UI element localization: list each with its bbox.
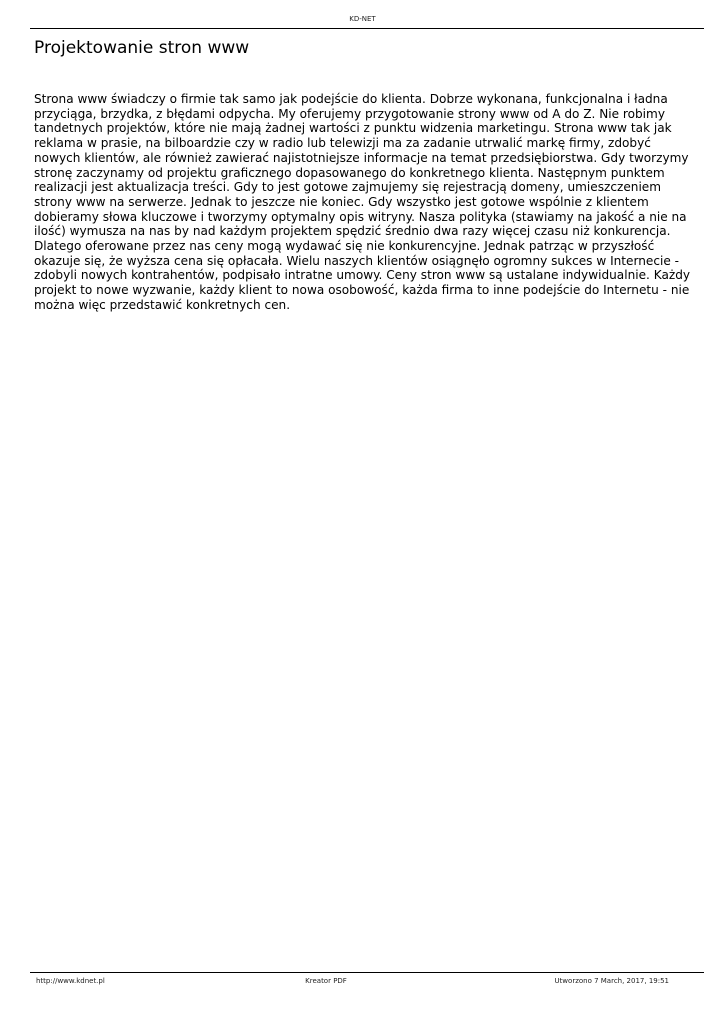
page-title: Projektowanie stron www [34,38,250,58]
footer-url-link[interactable]: http://www.kdnet.pl [36,977,105,985]
header-divider [30,28,704,29]
footer-created-date: Utworzono 7 March, 2017, 19:51 [554,977,669,985]
footer-generator: Kreator PDF [305,977,347,985]
page-header: KD-NET [349,15,376,23]
article-body: Strona www świadczy o firmie tak samo jak podejście do klienta. Dobrze wykonana, funkcjonalna i ładna przyciąga, brzydka, z błędami odpycha. My oferujemy przygotowanie strony www od A do Z. Nie robimy tandetnych projektów, które nie mają żadnej wartości z punktu widzenia marketingu. Strona www tak jak reklama w prasie, na bilboardzie czy w radio lub telewizji ma za zadanie utrwalić markę firmy, zdobyć nowych klientów, ale również zawierać najistotniejsze informacje na temat przedsiębiorstwa. Gdy tworzymy stronę zaczynamy od projektu graficznego dopasowanego do konkretnego klienta. Następnym punktem realizacji jest aktualizacja treści. Gdy to jest gotowe zajmujemy się rejestracją domeny, umieszczeniem strony www na serwerze. Jednak to jeszcze nie koniec. Gdy wszystko jest gotowe wspólnie z klientem dobieramy słowa kluczowe i tworzymy optymalny opis witryny. Nasza polityka (stawiamy na jakość a nie na ilość) wymusza na nas by nad każdym projektem spędzić średnio dwa razy więcej czasu niż konkurencja. Dlatego oferowane przez nas ceny mogą wydawać się nie konkurencyjne. Jednak patrząc w przyszłość okazuje się, że wyższa cena się opłacała. Wielu naszych klientów osiągnęło ogromny sukces w Internecie - zdobyli nowych kontrahentów, podpisało intratne umowy. Ceny stron www są ustalane indywidualnie. Każdy projekt to nowe wyzwanie, każdy klient to nowa osobowość, każda firma to inne podejście do Internetu - nie można więc przedstawić konkretnych cen. [34,92,691,312]
footer-divider [30,972,704,973]
